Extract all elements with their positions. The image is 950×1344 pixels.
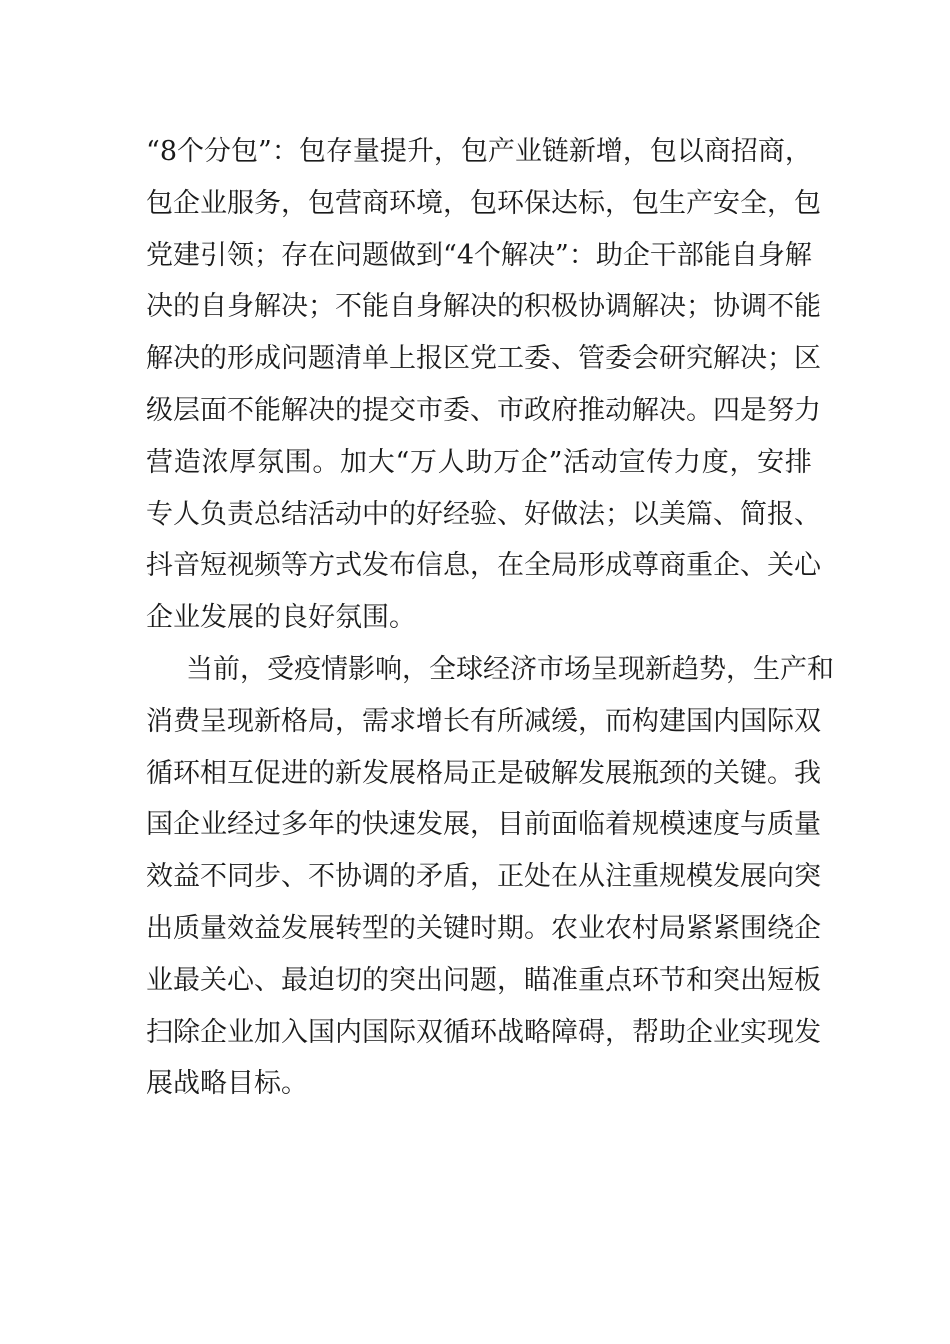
text-line: 当 前 ， 受 疫 情 影 响 ， 全 球 经 济 市 场 呈 现 新 趋 势 ， 生 产 和 <box>186 653 834 685</box>
text-line: 营 造 浓 厚 氛 围 。 加 大 “ 万 人 助 万 企 ” 活 动 宣 传 力 度 ， 安 排 <box>146 446 812 478</box>
text-line: 扫 除 企 业 加 入 国 内 国 际 双 循 环 战 略 障 碍 ， 帮 助 企 业 实 现 发 <box>146 1016 821 1048</box>
text-line: 国 企 业 经 过 多 年 的 快 速 发 展 ， 目 前 面 临 着 规 模 速 度 与 质 量 <box>146 809 821 841</box>
text-line: 出 质 量 效 益 发 展 转 型 的 关 键 时 期 。 农 业 农 村 局 紧 紧 围 绕 企 <box>146 912 821 944</box>
text-line: 党 建 引 领 ； 存 在 问 题 做 到 “ 4 个 解 决 ” ： 助 企 干 部 能 自 身 解 <box>146 239 812 271</box>
text-line: 级 层 面 不 能 解 决 的 提 交 市 委 、 市 政 府 推 动 解 决 。 四 是 努 力 <box>146 394 821 426</box>
text-line: 企业发展的良好氛围。 <box>146 602 416 634</box>
body-text <box>146 126 834 1110</box>
text-line: 效 益 不 同 步 、 不 协 调 的 矛 盾 ， 正 处 在 从 注 重 规 模 发 展 向 突 <box>146 861 821 893</box>
text-line: 包 企 业 服 务 ， 包 营 商 环 境 ， 包 环 保 达 标 ， 包 生 产 安 全 ， 包 <box>146 187 821 219</box>
text-line: 消 费 呈 现 新 格 局 ， 需 求 增 长 有 所 减 缓 ， 而 构 建 国 内 国 际 双 <box>146 705 821 737</box>
text-line: 专 人 负 责 总 结 活 动 中 的 好 经 验 、 好 做 法 ； 以 美 篇 、 简 报 、 <box>146 498 821 530</box>
text-line: 展战略目标。 <box>146 1068 308 1100</box>
text-line: 解 决 的 形 成 问 题 清 单 上 报 区 党 工 委 、 管 委 会 研 究 解 决 ； 区 <box>146 343 821 375</box>
text-line: 抖 音 短 视 频 等 方 式 发 布 信 息 ， 在 全 局 形 成 尊 商 重 企 、 关 心 <box>146 550 821 582</box>
text-line: 循 环 相 互 促 进 的 新 发 展 格 局 正 是 破 解 发 展 瓶 颈 的 关 键 。 我 <box>146 757 821 789</box>
text-line: 业 最 关 心 、 最 迫 切 的 突 出 问 题 ， 瞄 准 重 点 环 节 和 突 出 短 板 <box>146 964 821 996</box>
text-line: 决 的 自 身 解 决 ； 不 能 自 身 解 决 的 积 极 协 调 解 决 ； 协 调 不 能 <box>146 291 821 323</box>
text-line: “ 8 个 分 包 ” ： 包 存 量 提 升 ， 包 产 业 链 新 增 ， 包 以 商 招 商 ， <box>146 136 812 167</box>
